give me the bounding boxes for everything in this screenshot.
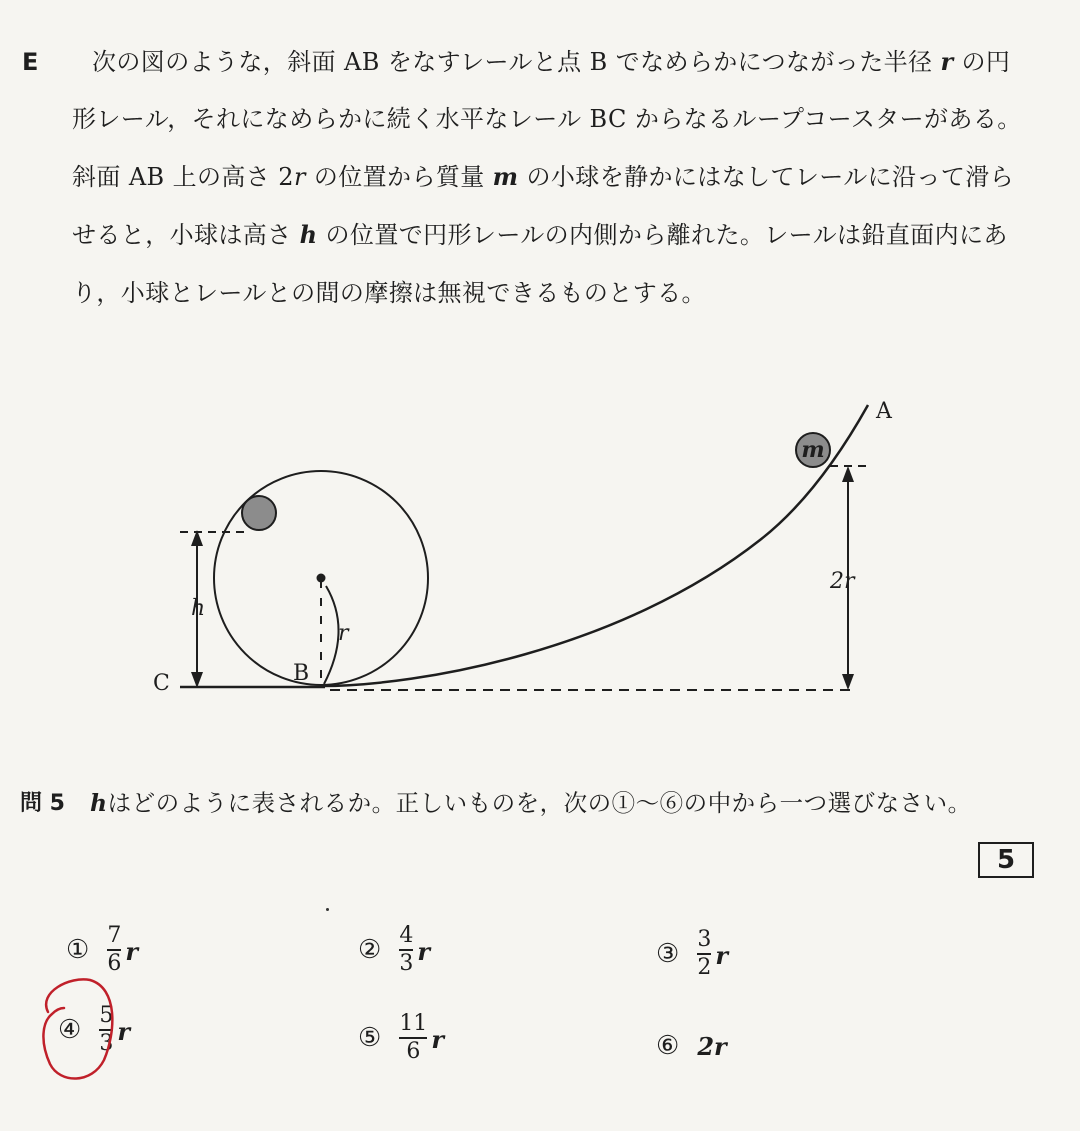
point-b-label: B: [293, 661, 310, 686]
choice-2-fraction: $\frac{4}{3}$: [399, 923, 414, 976]
choice-6-value: 2r: [697, 1031, 727, 1061]
intro-line-3: 斜面 AB 上の高さ 2r の位置から質量 m の小球を静かにはなしてレールに沿って滑ら: [72, 162, 1015, 191]
choice-1[interactable]: ① $\frac{7}{6}$ r: [66, 923, 138, 976]
choice-3[interactable]: ③ $\frac{3}{2}$ r: [656, 927, 728, 980]
ball-on-loop: [242, 496, 276, 530]
height-2r-label: 2r: [830, 569, 855, 594]
2r-arrow-down: [842, 674, 854, 690]
answer-box[interactable]: 5: [978, 842, 1034, 878]
choice-4-number: ④: [58, 1015, 82, 1045]
choice-5[interactable]: ⑤ $\frac{11}{6}$ r: [358, 1011, 444, 1064]
question-number: 問 5: [20, 791, 65, 816]
choice-4-fraction: $\frac{5}{3}$: [99, 1003, 114, 1056]
slope-rail: [321, 405, 868, 686]
intro-line-5: り，小球とレールとの間の摩擦は無視できるものとする。: [72, 279, 706, 307]
choice-3-fraction: $\frac{3}{2}$: [697, 927, 712, 980]
choice-5-number: ⑤: [358, 1023, 382, 1053]
2r-arrow-up: [842, 466, 854, 482]
choice-1-fraction: $\frac{7}{6}$: [107, 923, 122, 976]
point-c-label: C: [153, 671, 170, 696]
loop-coaster-diagram: [0, 380, 1080, 720]
intro-line-1: 次の図のような，斜面 AB をなすレールと点 B でなめらかにつながった半径 r の円: [92, 47, 1011, 76]
choice-2[interactable]: ② $\frac{4}{3}$ r: [358, 923, 430, 976]
mass-label: m: [801, 437, 825, 463]
height-h-label: h: [191, 596, 206, 621]
question-text: hはどのように表されるか。正しいものを，次の①～⑥の中から一つ選びなさい。: [90, 789, 972, 817]
choice-6-number: ⑥: [656, 1031, 680, 1061]
loop-center-dot: [317, 574, 326, 583]
choice-5-fraction: $\frac{11}{6}$: [399, 1011, 428, 1064]
choice-6[interactable]: [656, 1016, 727, 1076]
intro-line-2: 形レール，それになめらかに続く水平なレール BC からなるループコースターがある。: [72, 105, 1022, 133]
choice-1-number: ①: [66, 935, 90, 965]
section-letter: E: [22, 48, 39, 76]
choice-4[interactable]: ④ $\frac{5}{3}$ r: [58, 1003, 130, 1056]
h-arrow-down: [191, 672, 203, 688]
choice-2-number: ②: [358, 935, 382, 965]
stray-dot: [326, 908, 329, 911]
radius-arc: [324, 586, 339, 684]
hand-drawn-circle-mark: [30, 972, 120, 1087]
intro-line-4: せると，小球は高さ h の位置で円形レールの内側から離れた。レールは鉛直面内にあ: [72, 220, 1008, 249]
choice-3-number: ③: [656, 939, 680, 969]
radius-r-label: r: [338, 621, 349, 646]
point-a-label: A: [876, 399, 892, 424]
